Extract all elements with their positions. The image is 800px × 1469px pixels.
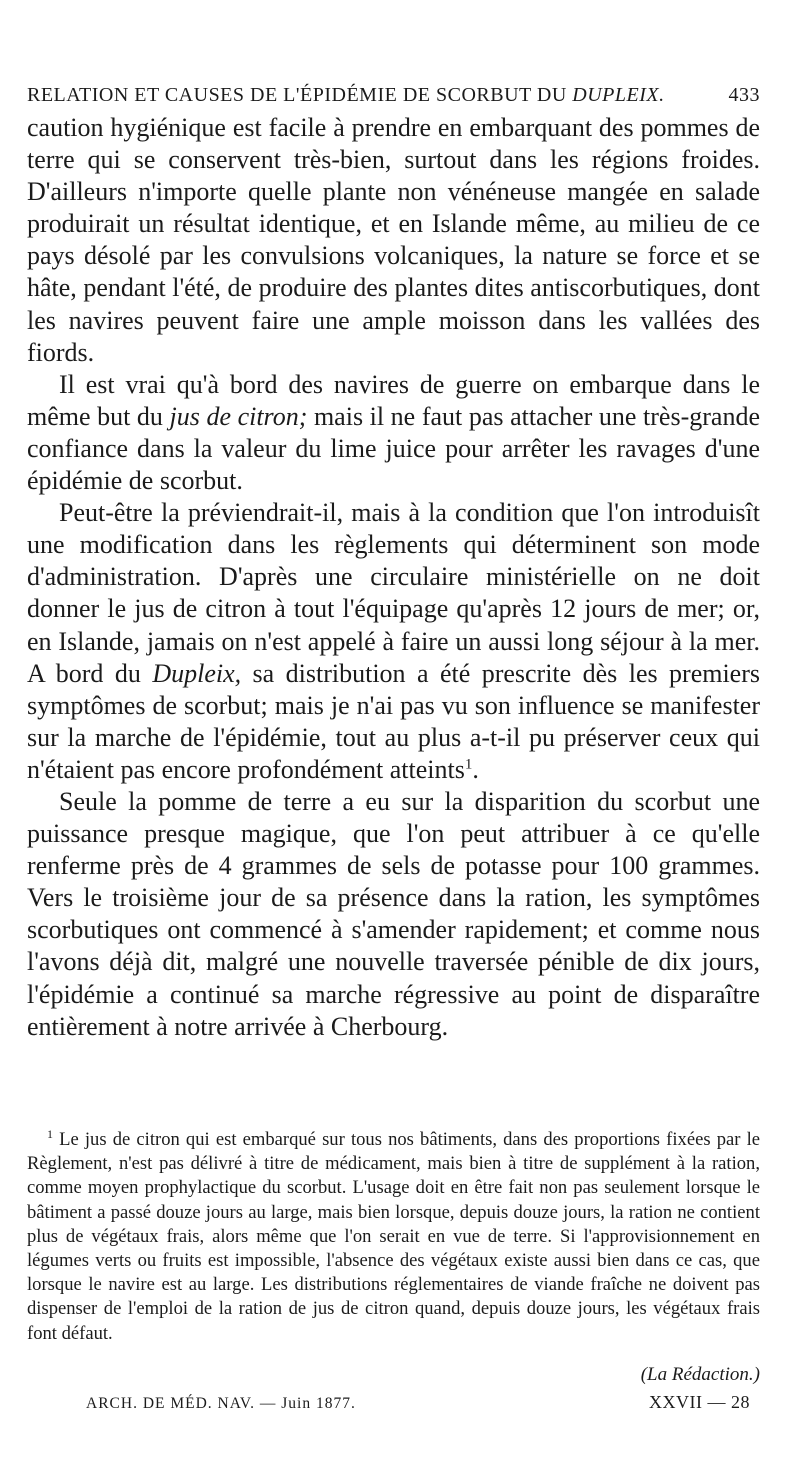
footnote-marker: 1 [47,1126,53,1141]
body-text [27,112,760,1043]
signature-mark: XXVII — 28 [649,1392,750,1412]
page-number: 433 [728,84,760,106]
paragraph-1: caution hygiénique est facile à prendre en embarquant des pommes de terre qui se conservent très-bien, surtout dans les régions froides. D'ailleurs n'importe quelle plante non vénéneuse mangée en salade produirait un résultat identique, et en Islande même, au milieu de ce pays désolé par les convulsions volcaniques, la nature se force et se hâte, pendant l'été, de produire des plantes dites antiscorbutiques, dont les navires peuvent faire une ample moisson dans les vallées des fiords. [27,113,760,367]
paragraph-3 [27,497,760,786]
paragraph-3-italic: Dupleix, [152,658,242,688]
footnote-body: Le jus de citron qui est embarqué sur tous nos bâtiments, dans des proportions fixées par le Règlement, n'est pas délivré à titre de médicament, mais bien à titre de supplément à la ration, comme moyen prophylactique du scorbut. L'usage doit en être fait non pas seulement lorsque le bâtiment a passé douze jours au large, mais bien lorsque, depuis douze jours, la ration ne contient plus de végétaux frais, alors même que l'on serait en vue de terre. Si l'approvisionnement en légumes verts ou fruits est impossible, l'absence des végétaux existe aussi bien dans ce cas, que lorsque le navire est au large. Les distributions réglementaires de viande fraîche ne doivent pas dispenser de l'emploi de la ration de jus de citron quand, depuis douze jours, les végétaux frais font défaut. [27,1129,760,1344]
running-title-ship: DUPLEIX. [572,84,665,106]
footnote-reference[interactable]: 1 [464,756,473,773]
page-footer [86,1392,750,1413]
paragraph-4: Seule la pomme de terre a eu sur la disparition du scorbut une puissance presque magique, que l'on peut attribuer à ce qu'elle renferme près de 4 grammes de sels de potasse pour 100 grammes. Vers le troisième jour de sa présence dans la ration, les symptômes scorbutiques ont commencé à s'amender rapidement; et comme nous l'avons déjà dit, malgré une nouvelle traversée pénible de dix jours, l'épidémie a continué sa marche régressive au point de disparaître entièrement à notre arrivée à Cherbourg. [27,786,760,1041]
paragraph-2 [27,369,760,497]
running-head [27,84,760,107]
paragraph-3-end: . [472,754,479,784]
paragraph-3-text-a: Peut-être la préviendrait-il, mais à la condition que l'on introduisît une modification dans les règlements qui déterminent son mode d'administration. D'après une circulaire ministérielle on ne doit donner le jus de citron à tout l'équipage qu'après 12 jours de mer; or, en Islande, jamais on n'est appelé à faire un aussi long séjour à la mer. A bord du [27,498,760,688]
footnote-signature: (La Rédaction.) [640,1364,760,1385]
footnote [27,1128,760,1346]
paragraph-2-text-a: Il est vrai qu'à bord des navires de guerre on embarque dans le même but du [27,369,760,431]
running-title-text: RELATION ET CAUSES DE L'ÉPIDÉMIE DE SCORBUT DU [27,84,573,106]
paragraph-3-text-b: sa distribution a été prescrite dès les premiers symptômes de scorbut; mais je n'ai pas vu son influence se manifester sur la marche de l'épidémie, tout au plus a-t-il pu préserver ceux qui n'étaient pas encore profondément atteints [27,658,761,784]
footnote-text [27,1128,760,1346]
journal-reference: ARCH. DE MÉD. NAV. — Juin 1877. [86,1395,356,1412]
paragraph-2-text-b: mais il ne faut pas attacher une très-grande confiance dans la valeur du lime juice pour arrêter les ravages d'une épidémie de scorbut. [27,401,760,496]
running-title [27,84,665,107]
paragraph-2-italic: jus de citron; [169,401,308,431]
